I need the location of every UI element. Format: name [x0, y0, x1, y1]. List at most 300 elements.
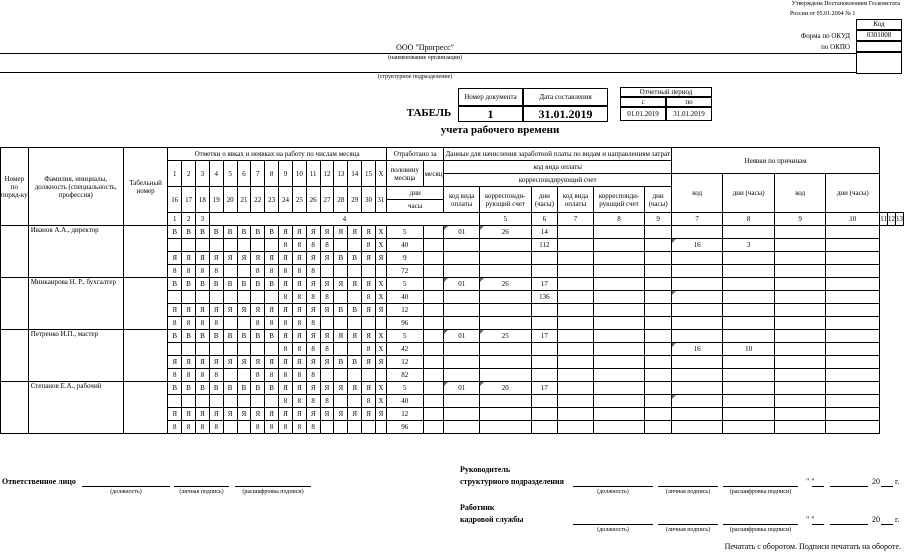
org-line [0, 53, 856, 54]
day-mark [251, 343, 265, 356]
worked-month [423, 369, 444, 382]
pay-code-2 [558, 265, 593, 278]
pay-hours: 136 [531, 291, 558, 304]
pay-days-2 [645, 356, 672, 369]
day-mark [334, 421, 348, 434]
day-mark: X [375, 382, 386, 395]
day-mark [334, 291, 348, 304]
day-mark [334, 343, 348, 356]
pay-account-2 [593, 304, 645, 317]
day-mark: 8 [362, 239, 376, 252]
absence-days [723, 421, 775, 434]
absence-code [671, 421, 722, 434]
day-header: 9 [279, 161, 293, 187]
pay-code [444, 265, 479, 278]
day-mark [237, 395, 251, 408]
day-mark: Я [306, 330, 320, 343]
day-mark: В [334, 304, 348, 317]
hr-g: г. [895, 515, 900, 524]
worked-value: 40 [386, 395, 423, 408]
absence-code-2 [774, 226, 825, 239]
pay-code-2 [558, 395, 593, 408]
worked-month [423, 291, 444, 304]
worked-value: 96 [386, 421, 423, 434]
employee-name: Иванов А.А., директор [28, 226, 123, 278]
approval-line2: России от 05.01.2004 № 1 [790, 11, 856, 17]
hr-decoding-line[interactable] [723, 524, 798, 525]
pay-account [479, 356, 531, 369]
day-mark: X [375, 395, 386, 408]
hdr-abs-days-1: дни (часы) [723, 174, 775, 213]
pay-code [444, 239, 479, 252]
day-mark: 8 [196, 265, 210, 278]
day-mark: Я [209, 408, 223, 421]
day-mark: Я [375, 304, 386, 317]
pay-code-2 [558, 291, 593, 304]
doc-num-value: 1 [458, 106, 523, 122]
day-mark: 8 [196, 317, 210, 330]
day-mark: Я [182, 408, 196, 421]
absence-code [671, 369, 722, 382]
day-mark: В [209, 330, 223, 343]
worked-value: 9 [386, 252, 423, 265]
col-number: 11 [880, 213, 888, 226]
day-mark: Я [265, 408, 279, 421]
day-header: 15 [362, 161, 376, 187]
absence-days-2 [826, 291, 880, 304]
pay-hours: 112 [531, 239, 558, 252]
day-mark: 8 [292, 369, 306, 382]
worked-month [423, 304, 444, 317]
worked-value: 5 [386, 382, 423, 395]
day-mark: 8 [292, 395, 306, 408]
day-mark: Я [348, 278, 362, 291]
day-header: 23 [265, 187, 279, 213]
head-year-line[interactable] [881, 486, 893, 487]
day-mark: Я [362, 382, 376, 395]
absence-code [671, 304, 722, 317]
approval-line1: Утверждена Постановлением Госкомстата [791, 1, 900, 7]
resp-position-caption: (должность) [110, 489, 142, 495]
day-mark: 8 [292, 421, 306, 434]
day-mark: В [348, 356, 362, 369]
day-mark: 8 [279, 239, 293, 252]
day-mark [237, 421, 251, 434]
day-mark: 8 [306, 239, 320, 252]
pay-account-2 [593, 343, 645, 356]
head-date-quote: " " [806, 477, 815, 486]
day-mark: 8 [292, 317, 306, 330]
absence-days [723, 265, 775, 278]
head-position-line[interactable] [573, 486, 653, 487]
day-mark [348, 265, 362, 278]
pay-code [444, 291, 479, 304]
pay-account [479, 265, 531, 278]
pay-code-2 [558, 330, 593, 343]
pay-account: 26 [479, 226, 531, 239]
absence-code [671, 278, 722, 291]
doc-date-label: Дата составления [523, 88, 608, 106]
day-mark: Я [348, 382, 362, 395]
day-mark [320, 265, 334, 278]
head-month-line[interactable] [830, 486, 868, 487]
day-mark: 8 [209, 369, 223, 382]
day-header: 18 [196, 187, 210, 213]
day-mark: В [168, 226, 182, 239]
hr-signature-caption: (личная подпись) [665, 527, 711, 533]
day-mark: Я [251, 356, 265, 369]
day-mark: Я [168, 356, 182, 369]
print-note: Печатать с оборотом. Подписи печатать на обороте. [724, 542, 901, 551]
day-mark [223, 291, 237, 304]
head-decoding-caption: (расшифровка подписи) [729, 489, 792, 495]
pay-code-2 [558, 356, 593, 369]
pay-code-2 [558, 317, 593, 330]
day-mark: В [223, 278, 237, 291]
head-day-line[interactable] [812, 486, 824, 487]
absence-code-2 [774, 239, 825, 252]
absence-days [723, 330, 775, 343]
pay-code [444, 369, 479, 382]
hdr-abs-days-2: дни (часы) [826, 174, 880, 213]
pay-days: 14 [531, 226, 558, 239]
pay-days [531, 265, 558, 278]
day-mark [237, 265, 251, 278]
tab-number [123, 278, 168, 330]
day-header: 26 [306, 187, 320, 213]
day-mark [251, 291, 265, 304]
absence-days [723, 226, 775, 239]
absence-code: 16 [671, 239, 722, 252]
absence-days [723, 382, 775, 395]
hr-label-1: Работник [460, 503, 495, 512]
head-signature-line[interactable] [658, 486, 718, 487]
day-mark [251, 239, 265, 252]
hr-day-line[interactable] [812, 524, 824, 525]
day-mark: Я [320, 226, 334, 239]
day-mark: 8 [306, 291, 320, 304]
day-mark: 8 [209, 265, 223, 278]
day-mark [348, 421, 362, 434]
day-mark: 8 [265, 421, 279, 434]
pay-code: 01 [444, 382, 479, 395]
pay-days-2 [645, 265, 672, 278]
absence-days-2 [826, 408, 880, 421]
day-mark: Я [196, 252, 210, 265]
worked-value: 5 [386, 330, 423, 343]
absence-code-2 [774, 330, 825, 343]
day-mark: В [168, 330, 182, 343]
day-mark [251, 395, 265, 408]
day-mark: Я [223, 304, 237, 317]
day-mark: В [223, 382, 237, 395]
dept-line [0, 72, 856, 73]
absence-days-2 [826, 226, 880, 239]
pay-code: 01 [444, 278, 479, 291]
day-mark: 8 [362, 395, 376, 408]
day-mark: В [223, 330, 237, 343]
day-mark: 8 [168, 265, 182, 278]
hr-date-quote: " " [806, 515, 815, 524]
day-mark: В [196, 382, 210, 395]
day-mark: В [334, 252, 348, 265]
hdr-pay: Данные для начисления заработной платы по видам и направлениям затрат [444, 148, 672, 161]
employee-name: Петренко И.П., мастер [28, 330, 123, 382]
day-mark: Я [375, 408, 386, 421]
absence-code [671, 356, 722, 369]
day-mark: 8 [182, 265, 196, 278]
dept-caption: (структурное подразделение) [377, 74, 453, 80]
day-mark: Я [292, 278, 306, 291]
day-mark [265, 239, 279, 252]
day-header: 10 [292, 161, 306, 187]
pay-code [444, 252, 479, 265]
hdr-worked: Отработано за [386, 148, 444, 161]
pay-days: 17 [531, 382, 558, 395]
day-mark: 8 [279, 421, 293, 434]
resp-position-line[interactable] [82, 486, 170, 487]
day-mark: Я [292, 304, 306, 317]
day-mark [348, 343, 362, 356]
day-mark: В [237, 382, 251, 395]
day-mark: Я [168, 304, 182, 317]
day-mark: Я [306, 304, 320, 317]
day-mark: Я [251, 408, 265, 421]
day-mark: Я [237, 252, 251, 265]
day-mark: X [375, 278, 386, 291]
day-mark [196, 239, 210, 252]
day-mark: Я [265, 304, 279, 317]
resp-decoding-line[interactable] [235, 486, 311, 487]
pay-account-2 [593, 421, 645, 434]
day-mark: Я [292, 330, 306, 343]
hr-signature-line[interactable] [658, 524, 718, 525]
day-mark: Я [182, 304, 196, 317]
day-mark: В [348, 252, 362, 265]
absence-days [723, 395, 775, 408]
pay-account-2 [593, 395, 645, 408]
resp-signature-line[interactable] [174, 486, 229, 487]
pay-account-2 [593, 369, 645, 382]
absence-days-2 [826, 395, 880, 408]
day-mark: 8 [251, 421, 265, 434]
day-mark: Я [320, 382, 334, 395]
worked-value: 12 [386, 304, 423, 317]
okpo-value [856, 41, 902, 52]
day-mark: Я [196, 356, 210, 369]
hr-decoding-caption: (расшифровка подписи) [729, 527, 792, 533]
tab-number [123, 226, 168, 278]
absence-days-2 [826, 304, 880, 317]
day-mark [362, 265, 376, 278]
absence-code-2 [774, 278, 825, 291]
day-header: 2 [182, 161, 196, 187]
day-mark: В [265, 278, 279, 291]
pay-days-2 [645, 226, 672, 239]
absence-days-2 [826, 278, 880, 291]
day-mark: 8 [196, 369, 210, 382]
worked-value: 72 [386, 265, 423, 278]
hdr-pay-code: код вида оплаты [444, 161, 672, 174]
day-header: 8 [265, 161, 279, 187]
day-mark: 8 [251, 369, 265, 382]
day-mark: Я [306, 226, 320, 239]
hr-position-caption: (должность) [597, 527, 629, 533]
absence-code: 16 [671, 343, 722, 356]
day-mark: 8 [306, 421, 320, 434]
day-mark: В [251, 330, 265, 343]
day-mark: Я [320, 408, 334, 421]
day-header: 1 [168, 161, 182, 187]
day-mark: Я [320, 252, 334, 265]
day-mark: Я [223, 408, 237, 421]
worked-month [423, 226, 444, 239]
period-to-label: по [666, 97, 712, 107]
day-mark: Я [306, 278, 320, 291]
hdr-corr: корреспондирующий счет [444, 174, 672, 187]
head-g: г. [895, 477, 900, 486]
pay-account-2 [593, 265, 645, 278]
hr-year-line[interactable] [881, 524, 893, 525]
day-header: 5 [223, 161, 237, 187]
day-mark: Я [362, 330, 376, 343]
worked-value: 40 [386, 291, 423, 304]
day-mark: Я [292, 226, 306, 239]
worked-value: 12 [386, 408, 423, 421]
pay-days-2 [645, 408, 672, 421]
absence-code [671, 265, 722, 278]
hr-month-line[interactable] [830, 524, 868, 525]
col-number: 3 [196, 213, 210, 226]
pay-days-2 [645, 330, 672, 343]
employee-name: Степанов Е.А., рабочий [28, 382, 123, 434]
day-mark [182, 343, 196, 356]
hdr-hours: часы [386, 200, 444, 213]
day-mark [182, 239, 196, 252]
day-mark: Я [223, 356, 237, 369]
pay-code-2 [558, 239, 593, 252]
day-mark [320, 421, 334, 434]
day-mark [196, 395, 210, 408]
row-num [1, 278, 29, 330]
pay-code-2 [558, 369, 593, 382]
day-mark [168, 291, 182, 304]
absence-days-2 [826, 317, 880, 330]
hdr-num: Номер по поряд-ку [1, 148, 29, 226]
day-mark: 8 [292, 265, 306, 278]
pay-days: 17 [531, 330, 558, 343]
absence-code-2 [774, 395, 825, 408]
pay-code [444, 356, 479, 369]
pay-code-2 [558, 421, 593, 434]
hdr-fio: Фамилия, инициалы, должность (специальность, профессия) [28, 148, 123, 226]
pay-days [531, 252, 558, 265]
pay-code-2 [558, 278, 593, 291]
hr-position-line[interactable] [573, 524, 653, 525]
worked-month [423, 343, 444, 356]
pay-hours [531, 395, 558, 408]
pay-account-2 [593, 382, 645, 395]
day-header: 12 [320, 161, 334, 187]
day-header: 31 [375, 187, 386, 213]
day-mark: Я [196, 408, 210, 421]
head-decoding-line[interactable] [723, 486, 798, 487]
day-mark [168, 343, 182, 356]
day-mark: 8 [306, 265, 320, 278]
pay-days-2 [645, 382, 672, 395]
day-mark: В [168, 382, 182, 395]
org-name: ООО "Прогресс" [396, 43, 454, 52]
col-number: 8 [723, 213, 775, 226]
day-mark [209, 291, 223, 304]
day-mark: Я [362, 226, 376, 239]
day-mark: 8 [182, 317, 196, 330]
hdr-code-pay: код вида оплаты [444, 187, 479, 213]
day-mark: Я [279, 252, 293, 265]
day-mark: 8 [320, 343, 334, 356]
day-mark: Я [362, 304, 376, 317]
absence-days-2 [826, 265, 880, 278]
absence-days [723, 278, 775, 291]
day-mark [182, 395, 196, 408]
day-mark: Я [279, 408, 293, 421]
day-mark [223, 421, 237, 434]
worked-value: 96 [386, 317, 423, 330]
day-mark: Я [279, 278, 293, 291]
absence-days-2 [826, 421, 880, 434]
day-mark: Я [182, 356, 196, 369]
day-mark [362, 369, 376, 382]
day-mark: В [265, 382, 279, 395]
day-mark [334, 239, 348, 252]
day-mark: Я [209, 304, 223, 317]
day-mark: 8 [306, 395, 320, 408]
day-header: 3 [196, 161, 210, 187]
day-mark: Я [320, 278, 334, 291]
day-mark: 8 [306, 343, 320, 356]
day-mark [265, 291, 279, 304]
pay-days-2 [645, 252, 672, 265]
worked-month [423, 317, 444, 330]
day-header: 22 [251, 187, 265, 213]
hdr-days: дни [386, 187, 444, 200]
day-mark: Я [251, 304, 265, 317]
day-mark [375, 421, 386, 434]
hr-year: 20 [872, 515, 880, 524]
row-num [1, 226, 29, 278]
day-mark: X [375, 343, 386, 356]
absence-days-2 [826, 330, 880, 343]
codes-header: Код [856, 19, 902, 30]
absence-days [723, 304, 775, 317]
worked-month [423, 252, 444, 265]
day-mark [375, 265, 386, 278]
day-mark [209, 395, 223, 408]
day-header: 13 [334, 161, 348, 187]
okpo-label: по ОКПО [821, 43, 850, 51]
pay-account: 20 [479, 382, 531, 395]
pay-code-2 [558, 343, 593, 356]
pay-account-2 [593, 239, 645, 252]
pay-code [444, 304, 479, 317]
absence-days-2 [826, 239, 880, 252]
day-mark [168, 395, 182, 408]
day-mark: Я [223, 252, 237, 265]
day-mark: 8 [320, 239, 334, 252]
day-mark: Я [292, 356, 306, 369]
col-number: 7 [558, 213, 593, 226]
col-number: 8 [593, 213, 645, 226]
